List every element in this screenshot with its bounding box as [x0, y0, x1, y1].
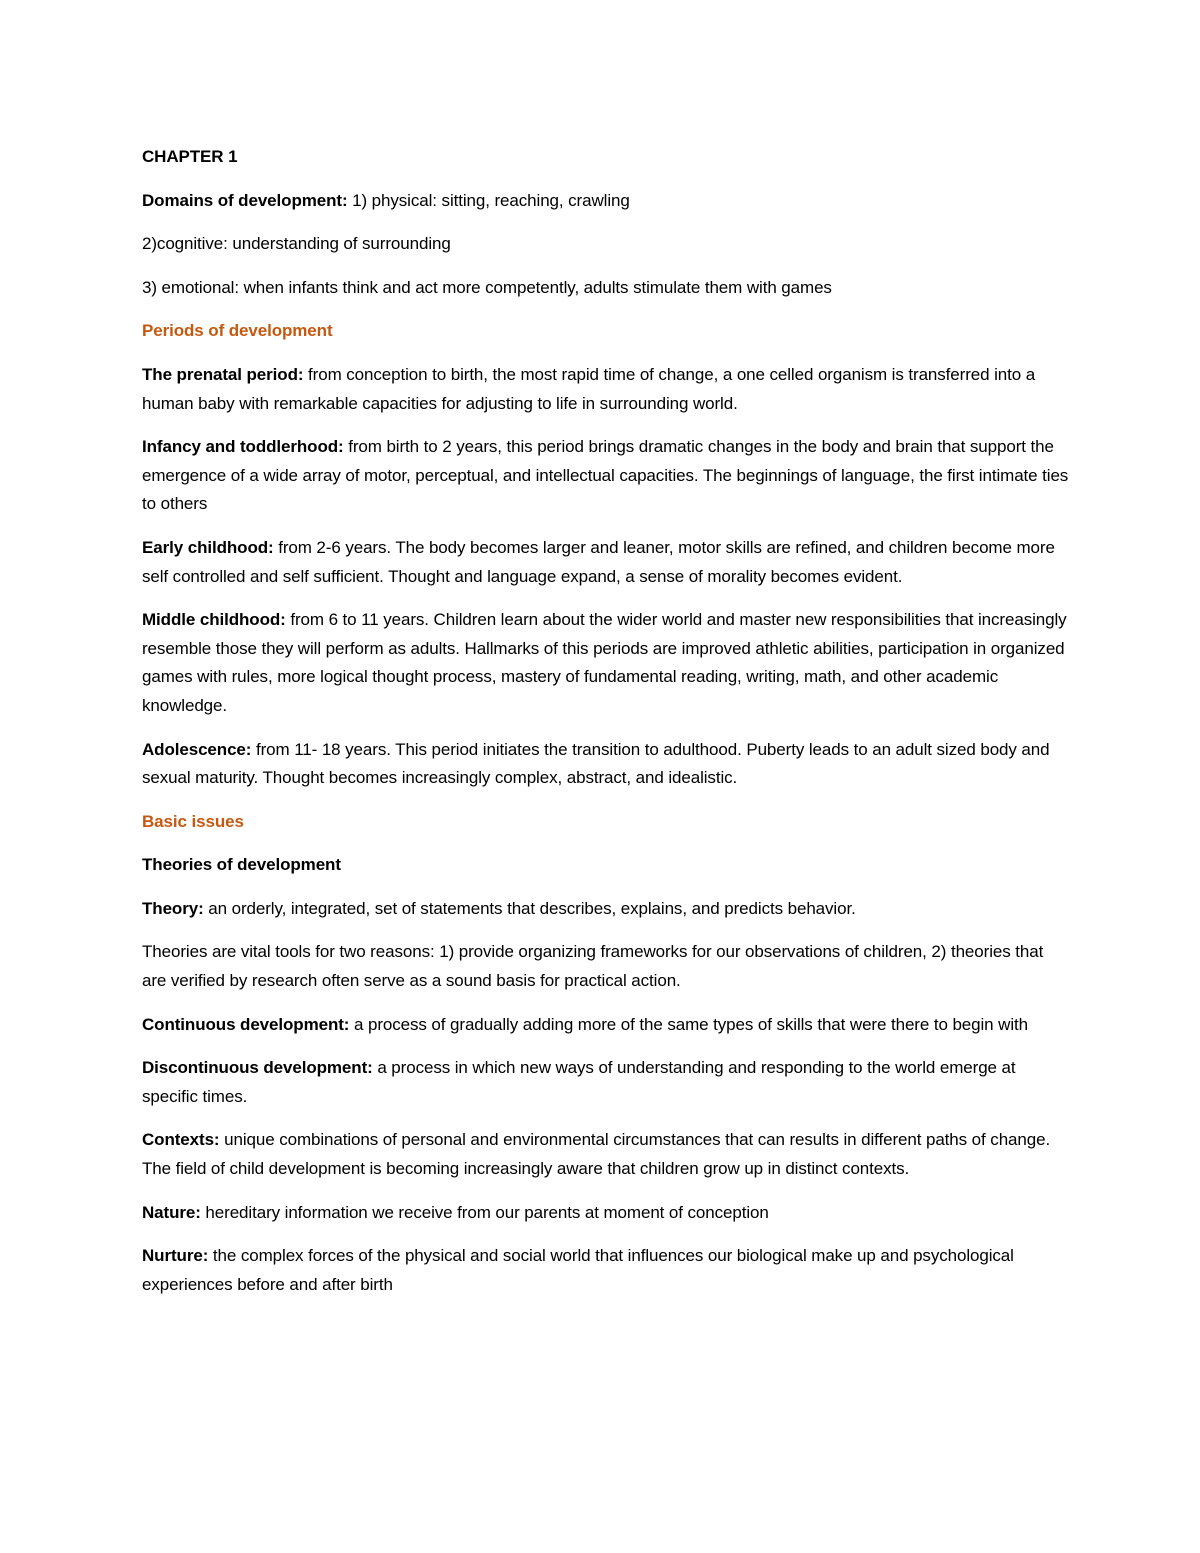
nature-term: Nature:	[142, 1202, 201, 1222]
middle-childhood-term: Middle childhood:	[142, 610, 286, 630]
domains-line-2-text: 2)cognitive: understanding of surrounding	[142, 234, 451, 254]
continuous-paragraph	[142, 1011, 1072, 1040]
early-childhood-text: from 2-6 years. The body becomes larger and leaner, motor skills are refined, and children become more self controlled and self sufficient. Thought and language expand, a sense of morality becomes evident.	[142, 537, 1055, 586]
infancy-paragraph	[142, 433, 1072, 519]
theories-heading-text: Theories of development	[142, 855, 341, 875]
theories-heading	[142, 851, 1072, 880]
continuous-text: a process of gradually adding more of the same types of skills that were there to begin with	[349, 1014, 1028, 1034]
adolescence-term: Adolescence:	[142, 739, 252, 759]
theories-vital-paragraph	[142, 938, 1072, 995]
early-childhood-term: Early childhood:	[142, 537, 274, 557]
domains-line-3-text: 3) emotional: when infants think and act more competently, adults stimulate them with games	[142, 277, 832, 297]
domains-line-2	[142, 230, 1072, 259]
infancy-term: Infancy and toddlerhood:	[142, 437, 344, 457]
middle-childhood-paragraph	[142, 606, 1072, 720]
prenatal-text: from conception to birth, the most rapid time of change, a one celled organism is transferred into a human baby with remarkable capacities for adjusting to life in surrounding world.	[142, 364, 1036, 413]
theory-term: Theory:	[142, 898, 204, 918]
discontinuous-paragraph	[142, 1054, 1072, 1111]
early-childhood-paragraph	[142, 534, 1072, 591]
basic-issues-heading	[142, 808, 1072, 837]
contexts-text: unique combinations of personal and environmental circumstances that can results in different paths of change. The field of child development is becoming increasingly aware that children grow up in distinct contexts.	[142, 1130, 1051, 1179]
chapter-title-text: CHAPTER 1	[142, 147, 238, 166]
discontinuous-term: Discontinuous development:	[142, 1058, 373, 1078]
nature-text: hereditary information we receive from our parents at moment of conception	[200, 1202, 769, 1222]
periods-heading-text: Periods of development	[142, 321, 333, 341]
domains-line-1	[142, 187, 1072, 216]
theory-text: an orderly, integrated, set of statements that describes, explains, and predicts behavior.	[203, 898, 856, 918]
chapter-title	[142, 143, 1072, 172]
nurture-paragraph	[142, 1242, 1072, 1299]
prenatal-term: The prenatal period:	[142, 364, 304, 384]
nurture-text: the complex forces of the physical and social world that influences our biological make up and psychological experiences before and after birth	[142, 1246, 1014, 1294]
infancy-text: from birth to 2 years, this period brings dramatic changes in the body and brain that support the emergence of a wide array of motor, perceptual, and intellectual capacities. The beginnings of language, the first intimate ties to others	[142, 437, 1069, 514]
nature-paragraph	[142, 1199, 1072, 1228]
domains-term: Domains of development:	[142, 190, 348, 210]
continuous-term: Continuous development:	[142, 1014, 350, 1034]
adolescence-text: from 11- 18 years. This period initiates the transition to adulthood. Puberty leads to an adult sized body and sexual maturity. Thought becomes increasingly complex, abstract, and idealistic.	[142, 739, 1050, 788]
theories-vital-text: Theories are vital tools for two reasons: 1) provide organizing frameworks for our observations of children, 2) theories that are verified by research often serve as a sound basis for practical action.	[142, 942, 1044, 991]
document-page	[142, 143, 1072, 1314]
adolescence-paragraph	[142, 736, 1072, 793]
prenatal-paragraph	[142, 361, 1072, 418]
contexts-term: Contexts:	[142, 1130, 220, 1150]
basic-issues-heading-text: Basic issues	[142, 811, 244, 831]
middle-childhood-text: from 6 to 11 years. Children learn about the wider world and master new responsibilities that increasingly resemble those they will perform as adults. Hallmarks of this periods are improved athletic abilities, participation in organized games with rules, more logical thought process, mastery of fundamental reading, writing, math, and other academic knowledge.	[142, 610, 1067, 715]
domains-line-3	[142, 274, 1072, 303]
discontinuous-text: a process in which new ways of understanding and responding to the world emerge at specific times.	[142, 1058, 1016, 1106]
theory-paragraph	[142, 895, 1072, 924]
nurture-term: Nurture:	[142, 1246, 209, 1266]
domains-line-1-text: 1) physical: sitting, reaching, crawling	[347, 190, 630, 210]
contexts-paragraph	[142, 1126, 1072, 1183]
periods-heading	[142, 317, 1072, 346]
